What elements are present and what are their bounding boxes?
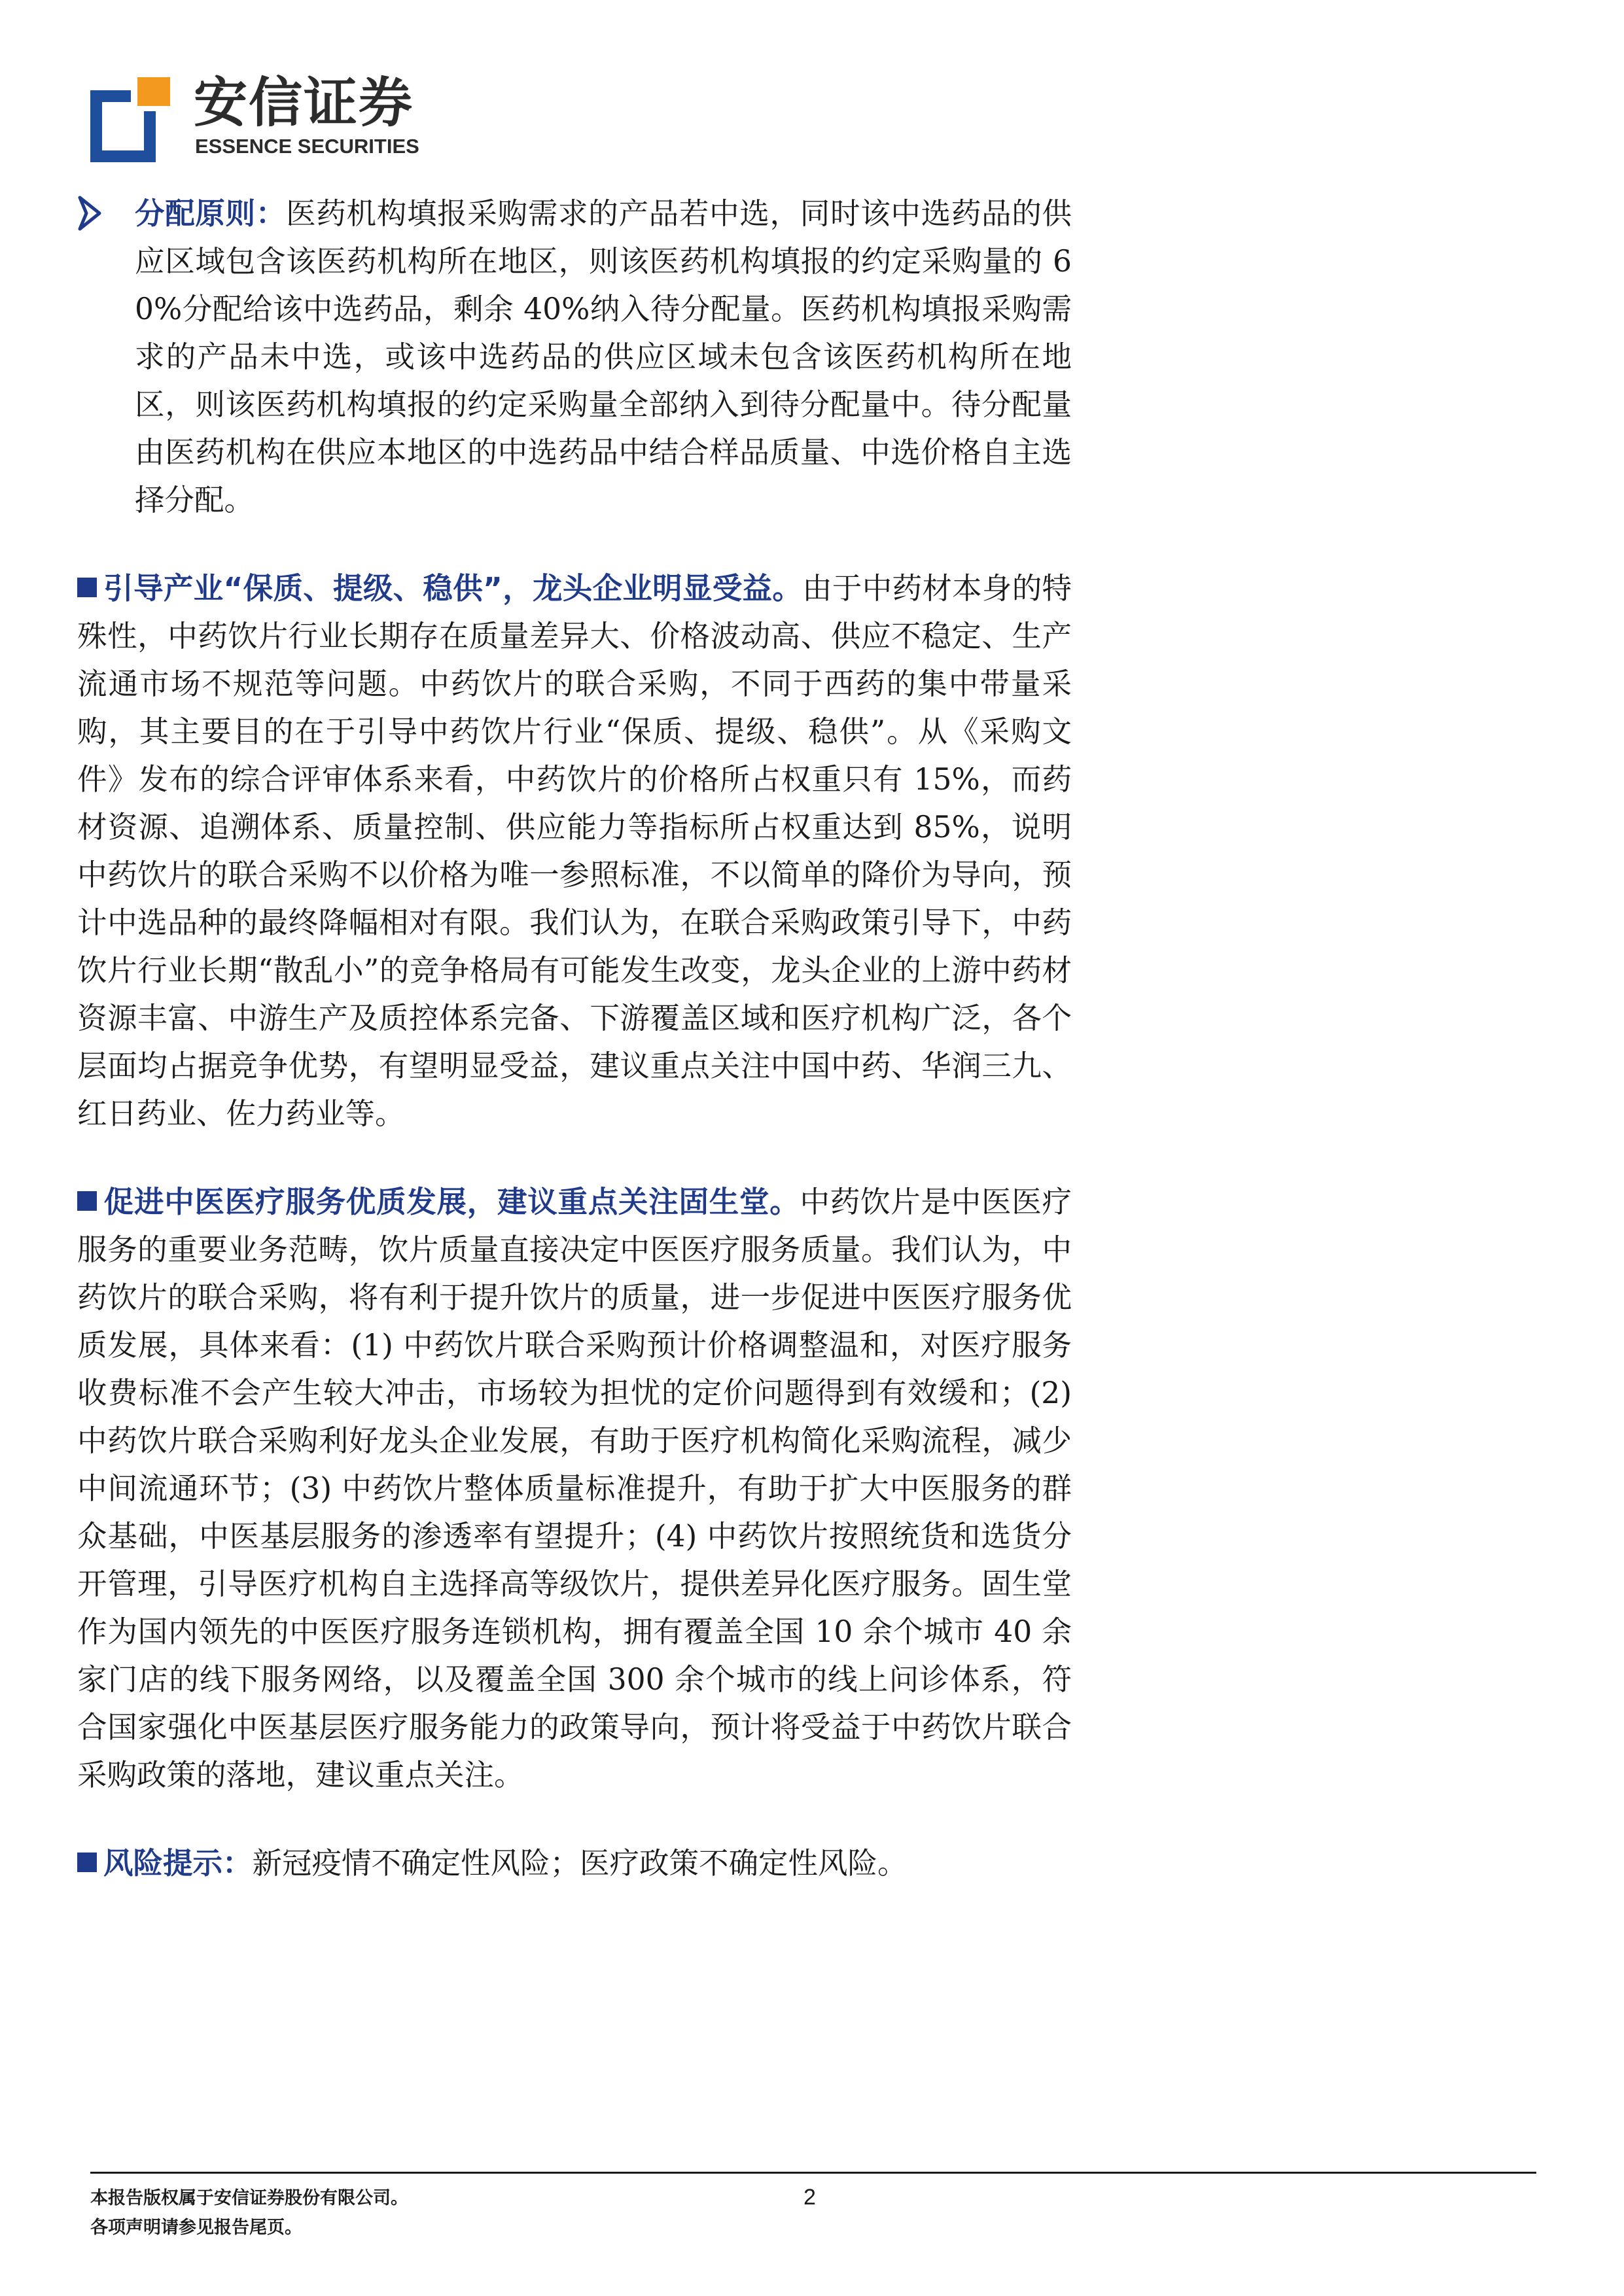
title-separator: ： bbox=[255, 196, 287, 231]
main-content bbox=[77, 190, 1072, 1928]
footer-disclaimer bbox=[90, 2183, 408, 2242]
footer-statement-note: 各项声明请参见报告尾页。 bbox=[90, 2218, 302, 2238]
company-logo bbox=[90, 71, 431, 162]
square-bullet-icon bbox=[77, 1191, 97, 1211]
paragraph-text: 由于中药材本身的特殊性，中药饮片行业长期存在质量差异大、价格波动高、供应不稳定、生产流通市场不规范等问题。中药饮片的联合采购，不同于西药的集中带量采购，其主要目的在于引导中药饮片行业“保质、提级、稳供”。从《采购文件》发布的综合评审体系来看，中药饮片的价格所占权重只有 15%，而药材资源、追溯体系、质量控制、供应能力等指标所占权重达到 85%，说明中药饮片的联合采购不以价格为唯一参照标准，不以简单的降价为导向，预计中选品种的最终降幅相对有限。我们认为，在联合采购政策引导下，中药饮片行业长期“散乱小”的竞争格局有可能发生改变，龙头企业的上游中药材资源丰富、中游生产及质控体系完备、下游覆盖区域和医疗机构广泛，各个层面均占据竞争优势，有望明显受益，建议重点关注中国中药、华润三九、红日药业、佐力药业等。 bbox=[77, 571, 1072, 1131]
paragraph-title: 引导产业“保质、提级、稳供”，龙头企业明显受益。 bbox=[103, 571, 803, 606]
paragraph-industry-guidance bbox=[77, 565, 1072, 1138]
paragraph-risk-warning bbox=[77, 1839, 1072, 1887]
paragraph-allocation-principle bbox=[77, 190, 1072, 524]
paragraph-tcm-services bbox=[77, 1178, 1072, 1799]
square-bullet-icon bbox=[77, 1852, 97, 1872]
paragraph-title: 分配原则 bbox=[135, 196, 256, 231]
logo-mark-icon bbox=[90, 71, 175, 162]
arrow-bullet-icon bbox=[77, 194, 103, 233]
logo-english-name: ESSENCE SECURITIES bbox=[195, 135, 419, 158]
paragraph-text: 新冠疫情不确定性风险；医疗政策不确定性风险。 bbox=[252, 1846, 908, 1881]
square-bullet-icon bbox=[77, 578, 97, 597]
paragraph-text: 中药饮片是中医医疗服务的重要业务范畴，饮片质量直接决定中医医疗服务质量。我们认为，中药饮片的联合采购，将有利于提升饮片的质量，进一步促进中医医疗服务优质发展，具体来看：(1) 中药饮片联合采购预计价格调整温和，对医疗服务收费标准不会产生较大冲击，市场较为担忧的定价问题得到有效缓和；(2) 中药饮片联合采购利好龙头企业发展，有助于医疗机构简化采购流程，减少中间流通环节；(3) 中药饮片整体质量标准提升，有助于扩大中医服务的群众基础，中医基层服务的渗透率有望提升；(4) 中药饮片按照统货和选货分开管理，引导医疗机构自主选择高等级饮片，提供差异化医疗服务。固生堂作为国内领先的中医医疗服务连锁机构，拥有覆盖全国 10 余个城市 40 余家门店的线下服务网络，以及覆盖全国 300 余个城市的线上问诊体系，符合国家强化中医基层医疗服务能力的政策导向，预计将受益于中药饮片联合采购政策的落地，建议重点关注。 bbox=[77, 1185, 1072, 1792]
page-number: 2 bbox=[803, 2185, 816, 2210]
paragraph-title: 风险提示 bbox=[103, 1846, 223, 1881]
logo-chinese-name: 安信证券 bbox=[194, 72, 414, 134]
paragraph-title: 促进中医医疗服务优质发展，建议重点关注固生堂。 bbox=[103, 1185, 800, 1219]
paragraph-text: 医药机构填报采购需求的产品若中选，同时该中选药品的供应区域包含该医药机构所在地区，则该医药机构填报的约定采购量的 60%分配给该中选药品，剩余 40%纳入待分配量。医药机构填报采购需求的产品未中选，或该中选药品的供应区域未包含该医药机构所在地区，则该医药机构填报的约定采购量全部纳入到待分配量中。待分配量由医药机构在供应本地区的中选药品中结合样品质量、中选价格自主选择分配。 bbox=[135, 196, 1072, 517]
footer-copyright: 本报告版权属于安信证券股份有限公司。 bbox=[90, 2188, 408, 2208]
title-separator: ： bbox=[222, 1846, 253, 1881]
footer-divider bbox=[90, 2172, 1536, 2174]
